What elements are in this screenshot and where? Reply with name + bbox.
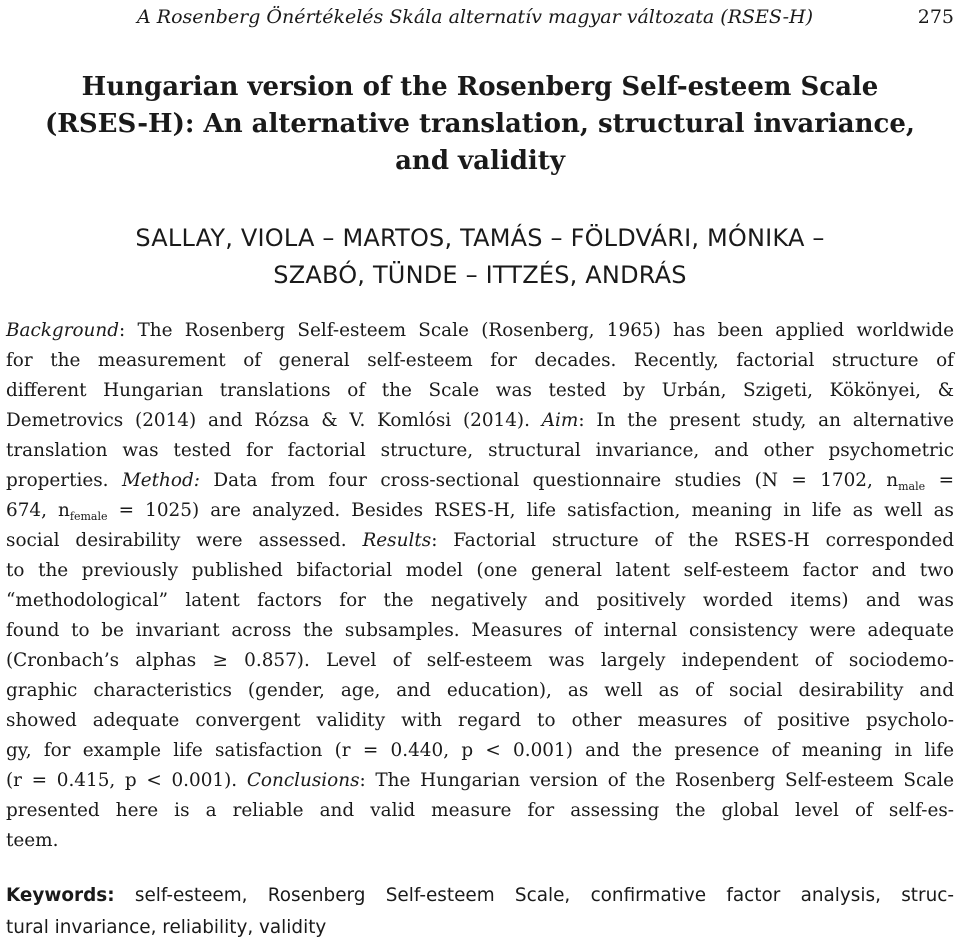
- aim-label: Aim: [541, 410, 579, 431]
- subscript-male: male: [898, 480, 926, 493]
- abstract-line: presented here is a reliable and valid measure for assessing the global level of self-es-: [6, 800, 954, 821]
- abstract-line: “methodological” latent factors for the negatively and positively worded items) and was: [6, 590, 954, 611]
- abstract-line: 674, $n_{female} = 1025$) are analyzed. Besides RSES-H, life satisfaction, meaning in life as well as: [6, 500, 954, 523]
- abstract-line: showed adequate convergent validity with regard to other measures of positive psycholo-: [6, 710, 954, 731]
- title-line: Hungarian version of the Rosenberg Self-esteem Scale: [81, 72, 879, 102]
- abstract-line: gy, for example life satisfaction (r = 0.440, p < 0.001) and the presence of meaning in life: [6, 740, 954, 761]
- results-label: Results: [362, 530, 432, 551]
- abstract-line: properties. Method: Data from four cross-sectional questionnaire studies (N = 1702, $n_{male}$ =: [6, 470, 954, 493]
- running-head: A Rosenberg Önértékelés Skála alternatív magyar változata (RSES-H): [137, 6, 813, 28]
- background-label: Background: [6, 320, 120, 341]
- abstract: [6, 316, 954, 856]
- keywords-label: Keywords:: [6, 885, 115, 906]
- abstract-line: graphic characteristics (gender, age, and education), as well as of social desirability and: [6, 680, 954, 701]
- abstract-line: translation was tested for factorial structure, structural invariance, and other psychometric: [6, 440, 954, 461]
- title-line: and validity: [395, 146, 565, 176]
- abstract-line: teem.: [6, 830, 59, 851]
- abstract-line: Demetrovics (2014) and Rózsa & V. Komlósi (2014). Aim: In the present study, an alternative: [6, 410, 954, 431]
- author-list: [0, 220, 960, 294]
- abstract-line: to the previously published bifactorial model (one general latent self-esteem factor and two: [6, 560, 954, 581]
- abstract-line: for the measurement of general self-esteem for decades. Recently, factorial structure of: [6, 350, 954, 371]
- article-title: [0, 69, 960, 180]
- method-label: Method:: [121, 470, 200, 491]
- keywords-line: Keywords: self-esteem, Rosenberg Self-esteem Scale, confirmative factor analysis, struc-: [6, 885, 954, 906]
- page-number: 275: [917, 6, 954, 28]
- subscript-female: female: [69, 510, 108, 523]
- conclusions-label: Conclusions: [246, 770, 360, 791]
- author-line: SZABÓ, TÜNDE – ITTZÉS, ANDRÁS: [273, 261, 687, 289]
- abstract-line: found to be invariant across the subsamples. Measures of internal consistency were adequate: [6, 620, 954, 641]
- keywords: [6, 880, 954, 944]
- abstract-line: social desirability were assessed. Results: Factorial structure of the RSES-H corresponded: [6, 530, 954, 551]
- title-line: (RSES-H): An alternative translation, structural invariance,: [45, 109, 915, 139]
- abstract-line: Background: The Rosenberg Self-esteem Scale (Rosenberg, 1965) has been applied worldwide: [6, 320, 954, 341]
- abstract-line: (r = 0.415, p < 0.001). Conclusions: The Hungarian version of the Rosenberg Self-esteem Scale: [6, 770, 955, 791]
- author-line: SALLAY, VIOLA – MARTOS, TAMÁS – FÖLDVÁRI, MÓNIKA –: [135, 224, 825, 252]
- keywords-line: tural invariance, reliability, validity: [6, 917, 327, 938]
- abstract-line: (Cronbach’s alphas ≥ 0.857). Level of self-esteem was largely independent of sociodemo-: [6, 650, 954, 671]
- abstract-line: different Hungarian translations of the Scale was tested by Urbán, Szigeti, Kökönyei, &: [6, 380, 954, 401]
